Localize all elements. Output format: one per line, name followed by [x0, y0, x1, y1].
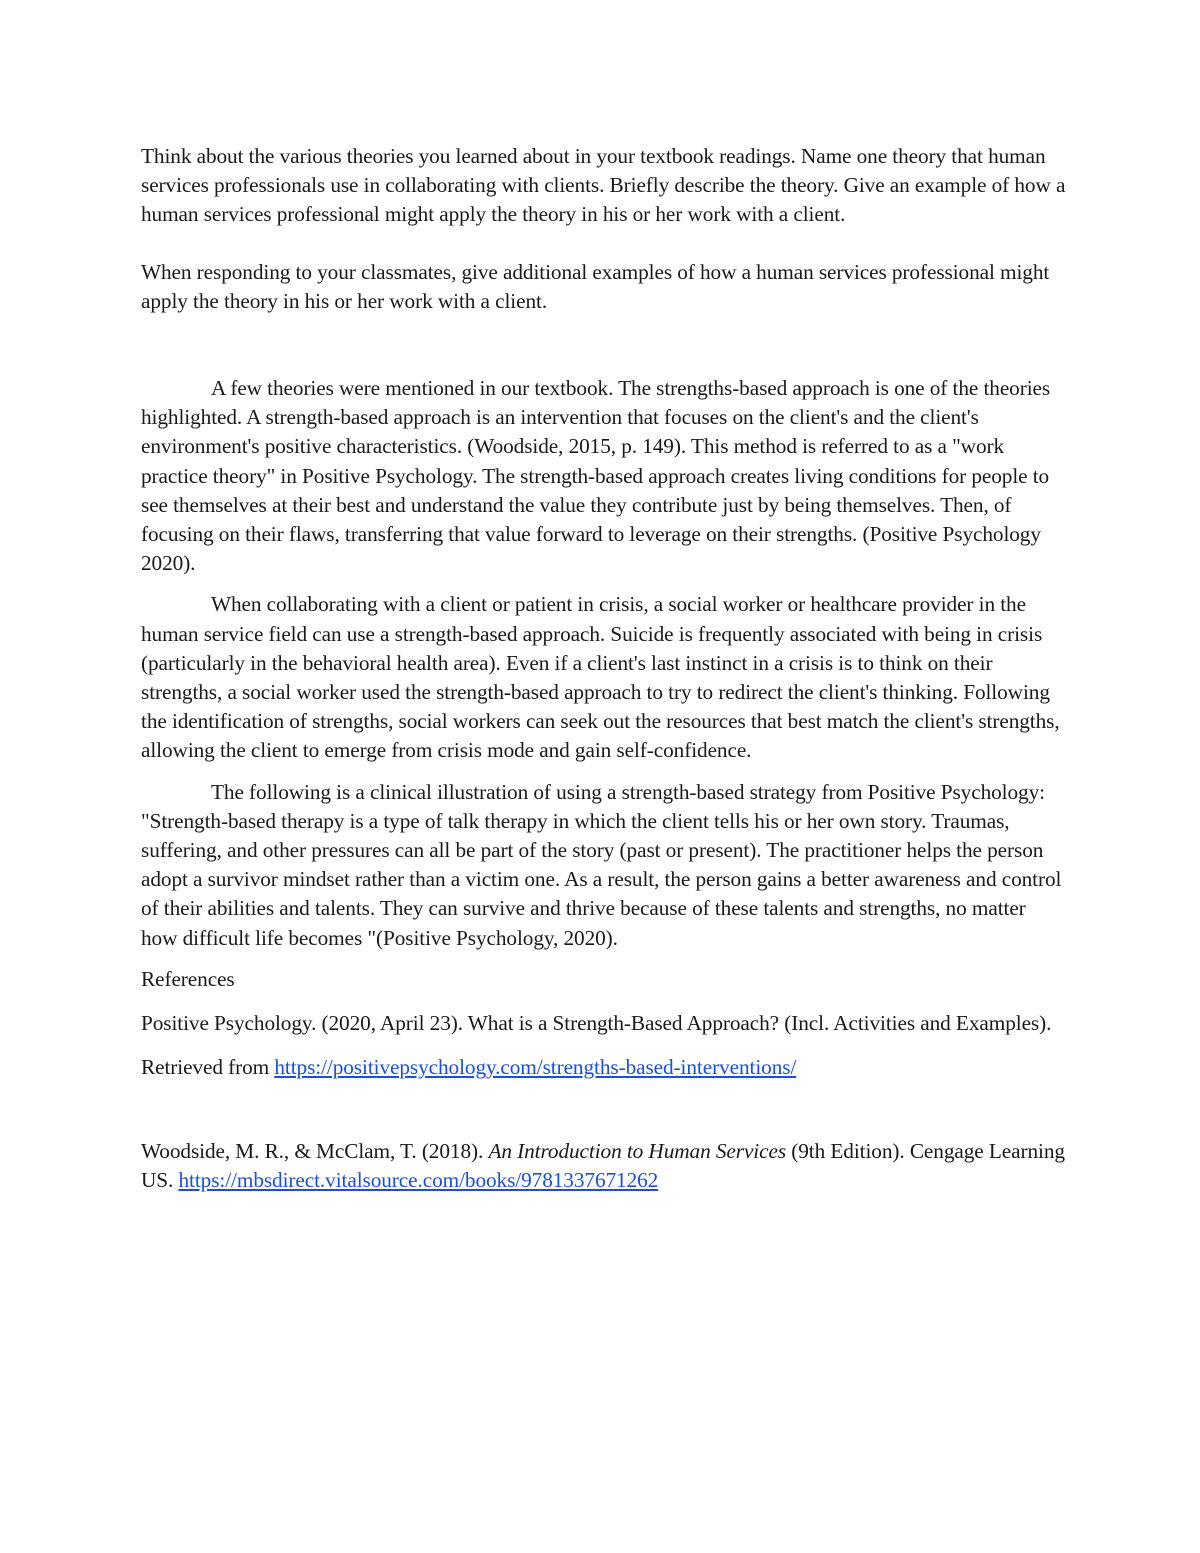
- reference-2-authors: Woodside, M. R., & McClam, T. (2018).: [141, 1139, 489, 1164]
- answer-section: [141, 374, 1066, 953]
- document-body: [141, 142, 1066, 1195]
- reference-1-link[interactable]: https://positivepsychology.com/strengths-based-interventions/: [274, 1055, 797, 1080]
- prompt-response-instruction: When responding to your classmates, give additional examples of how a human services professional might apply the theory in his or her work with a client.: [141, 259, 1050, 313]
- answer-paragraph-3: The following is a clinical illustration of using a strength-based strategy from Positive Psychology: "Strength-based therapy is a type of talk therapy in which the client tells his or her own story. Traumas, suffering, and other pressures can all be part of the story (past or present). The practitioner helps the person adopt a survivor mindset rather than a victim one. As a result, the person gains a better awareness and control of their abilities and talents. They can survive and thrive because of these talents and strengths, no matter how difficult life becomes "(Positive Psychology, 2020).: [141, 779, 1062, 950]
- reference-2-title: An Introduction to Human Services: [488, 1139, 787, 1164]
- reference-2-link[interactable]: https://mbsdirect.vitalsource.com/books/9781337671262: [178, 1168, 659, 1193]
- prompt-question: Think about the various theories you learned about in your textbook readings. Name one theory that human services professionals use in collaborating with clients. Briefly describe the theory. Give an example of how a human services professional might apply the theory in his or her work with a client.: [141, 144, 1066, 227]
- references-section: [141, 965, 1066, 1196]
- reference-woodside: [141, 1137, 1066, 1195]
- answer-paragraph-2: When collaborating with a client or patient in crisis, a social worker or healthcare provider in the human service field can use a strength-based approach. Suicide is frequently associated with being in crisis (particularly in the behavioral health area). Even if a client's last instinct in a crisis is to think on their strengths, a social worker used the strength-based approach to try to redirect the client's thinking. Following the identification of strengths, social workers can seek out the resources that best match the client's strengths, allowing the client to emerge from crisis mode and gain self-confidence.: [141, 592, 1060, 763]
- reference-1-text: Positive Psychology. (2020, April 23). What is a Strength-Based Approach? (Incl. Activities and Examples). Retrieved from: [141, 1011, 1052, 1080]
- references-heading: References: [141, 966, 235, 991]
- discussion-prompt: [141, 142, 1066, 316]
- answer-paragraph-1: A few theories were mentioned in our textbook. The strengths-based approach is one of the theories highlighted. A strength-based approach is an intervention that focuses on the client's and the client's environment's positive characteristics. (Woodside, 2015, p. 149). This method is referred to as a "work practice theory" in Positive Psychology. The strength-based approach creates living conditions for people to see themselves at their best and understand the value they contribute just by being themselves. Then, of focusing on their flaws, transferring that value forward to leverage on their strengths. (Positive Psychology 2020).: [141, 376, 1051, 576]
- reference-2-edition: (9th Edition). Cengage Learning US.: [141, 1139, 1065, 1193]
- reference-positive-psychology: [141, 1001, 1066, 1089]
